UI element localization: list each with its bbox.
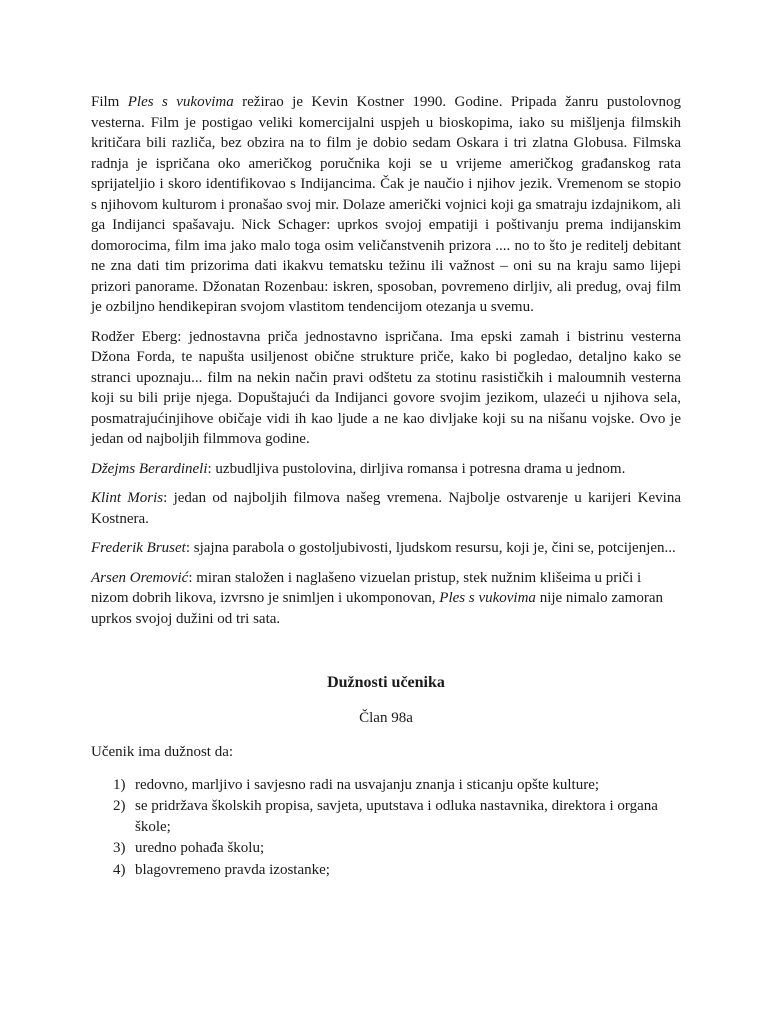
critic-name: Arsen Oremović — [91, 569, 189, 586]
list-intro: Učenik ima dužnost da: — [91, 744, 234, 760]
list-number: 1) — [113, 776, 126, 793]
list-item-text: uredno pohađa školu; — [135, 840, 265, 856]
list-number: 2) — [113, 798, 126, 814]
review-paragraph-film — [91, 92, 681, 318]
film-title: Ples s vukovima — [439, 590, 536, 606]
review-text: : miran staložen i naglašeno vizuelan pristup, stek nužnim klišeima u priči i nizom dobrih likova, izvrsno je snimljen i ukomponovan, — [91, 569, 642, 606]
article-number: Član 98a — [359, 709, 413, 726]
review-text: : uzbudljiva pustolovina, dirljiva romansa i potresna drama u jednom. — [207, 460, 626, 477]
review-text: : jedan od najboljih filmova našeg vremena. Najbolje ostvarenje u karijeri Kevina Kostnera. — [91, 490, 681, 527]
review-moris — [91, 488, 681, 529]
review-text: nije nimalo zamoran uprkos svojoj dužini od tri sata. — [91, 590, 663, 627]
critic-name: Klint Moris — [91, 490, 164, 506]
review-text: : sjajna parabola o gostoljubivosti, ljudskom resursu, koji je, čini se, potcijenjen... — [185, 540, 676, 556]
list-item — [91, 838, 681, 859]
list-item-text: redovno, marljivo i savjesno radi na usvajanju znanja i sticanju opšte kulture; — [135, 776, 600, 793]
film-title: Ples s vukovima — [127, 94, 234, 110]
paragraph-text: Film — [91, 94, 128, 110]
paragraph-text: režirao je Kevin Kostner 1990. Godine. Pripada žanru pustolovnog vesterna. Film je postigao veliki komercijalni uspjeh u bioskopima, iako su mišljenja filmskih kritičara bili različa, bez obzira na to film je dobio sedam Oskara i tri zlatna Globusa. Filmska radnja je ispričana oko američkog poručnika koji se u vrijeme američkog građanskog rata sprijateljio i skoro identifikovao s Indijancima. Čak je naučio i njihov jezik. Vremenom se stopio s njihovom kulturom i pronašao svoj mir. Dolaze američki vojnici koji ga smatraju izdajnikom, ali ga Indijanci spašavaju. Nick Schager: uprkos svojoj empatiji i poštivanju prema indijanskim domorocima, film ima jako malo toga osim veličanstvenih prizora .... no to što je reditelj debitant ne zna dati tim prizorima dati ikakvu tematsku težinu ili važnost – oni su na kraju samo lijepi prizori panorame. Džonatan Rozenbau: iskren, sposoban, povremeno dirljiv, ali predug, ovaj film je ozbiljno hendikepiran svojom vlastitom tendencijom otezanja u svemu. — [91, 94, 681, 315]
document-body — [91, 92, 681, 881]
list-item-text: blagovremeno pravda izostanke; — [135, 861, 330, 878]
list-number: 3) — [113, 840, 126, 856]
duties-list — [91, 775, 681, 881]
list-item — [91, 796, 681, 837]
list-item-text: se pridržava školskih propisa, savjeta, uputstava i odluka nastavnika, direktora i organa škole; — [135, 798, 658, 835]
critic-name: Džejms Berardineli — [91, 460, 208, 477]
review-oremovic — [91, 568, 681, 630]
review-bruset — [91, 538, 681, 559]
list-item — [91, 860, 681, 881]
list-item — [91, 775, 681, 796]
list-number: 4) — [113, 861, 126, 878]
critic-name: Frederik Bruset — [91, 540, 186, 556]
review-paragraph-eberg: Rodžer Eberg: jednostavna priča jednostavno ispričana. Ima epski zamah i bistrinu vesterna Džona Forda, te napušta usiljenost obične strukture priče, kako bi pogledao, detaljno kako se stranci upoznaju... film na nekin način pravi odštetu za stotinu rasističkih i maloumnih vesterna koji su bili prije njega. Dopuštajući da Indijanci govore svojim jezikom, ulazeći u njihova sela, posmatrajućinjihove običaje vidi ih kao ljude a ne kao divljake koji su na nišanu vojske. Ovo je jedan od najboljih filmmova godine. — [91, 328, 681, 447]
review-berardineli — [91, 459, 681, 480]
section-heading: Dužnosti učenika — [327, 674, 445, 691]
